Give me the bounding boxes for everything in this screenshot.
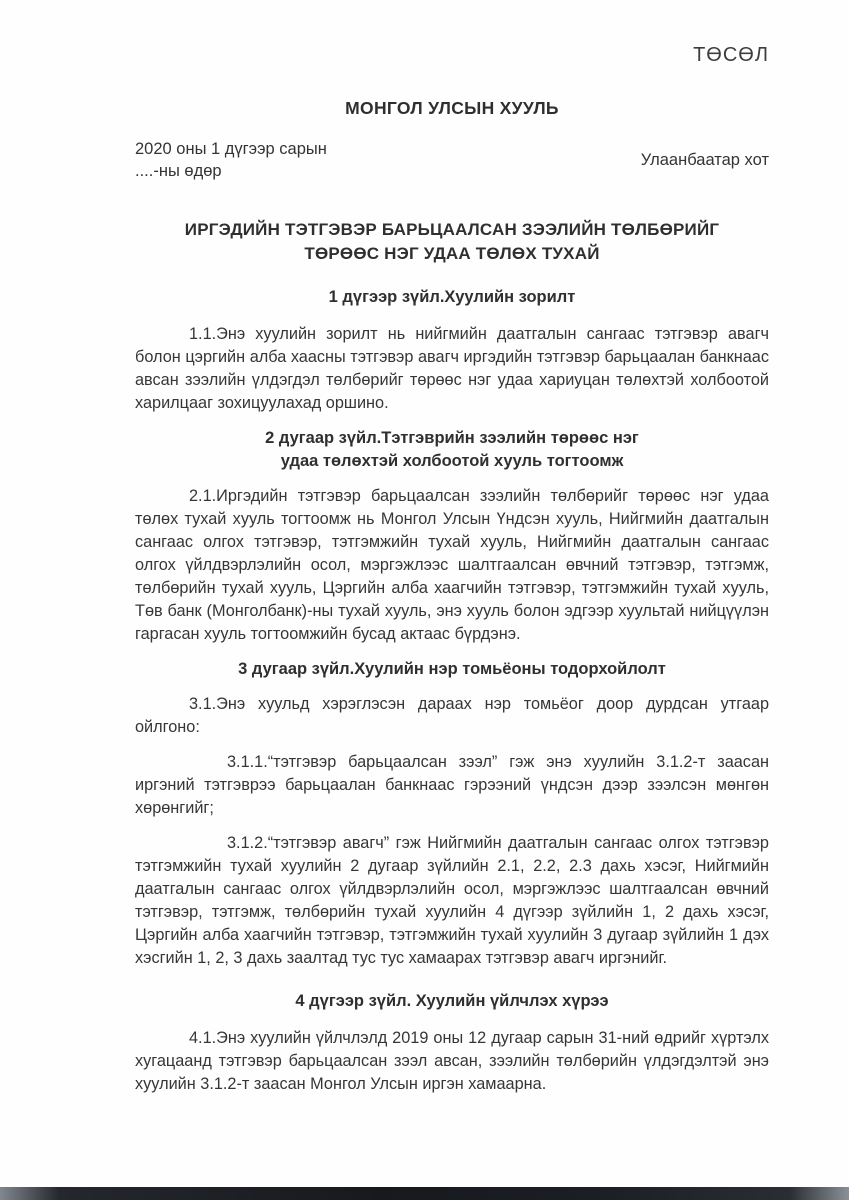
- law-title-line-2: ТӨРӨӨС НЭГ УДАА ТӨЛӨХ ТУХАЙ: [304, 244, 600, 263]
- city-label: Улаанбаатар хот: [640, 151, 769, 169]
- date-city-row: [135, 138, 769, 182]
- scan-edge-artifact: [0, 1187, 849, 1200]
- article-3-heading: [135, 658, 769, 681]
- article-4-heading-line-1: 4 дүгээр зүйл. Хуулийн үйлчлэх хүрээ: [295, 992, 609, 1010]
- article-1-heading: [135, 286, 769, 309]
- article-2-heading-line-2: удаа төлөхтэй холбоотой хууль тогтоомж: [280, 452, 624, 470]
- article-2-heading: [135, 427, 769, 473]
- date-line-1: 2020 оны 1 дүгээр сарын: [135, 140, 327, 158]
- law-title-line-1: ИРГЭДИЙН ТЭТГЭВЭР БАРЬЦААЛСАН ЗЭЭЛИЙН ТӨЛБӨРИЙГ: [184, 220, 720, 239]
- paragraph-3-1: 3.1.Энэ хуульд хэрэглэсэн дараах нэр томьёог доор дурдсан утгаар ойлгоно:: [135, 695, 769, 736]
- paragraph-3-1-1: 3.1.1.“тэтгэвэр барьцаалсан зээл” гэж энэ хуулийн 3.1.2-т заасан иргэний тэтгэврээ барьцаалан банкнаас гэрээний үндсэн дээр зээлсэн мөнгөн хөрөнгийг;: [135, 753, 769, 817]
- draft-label: ТӨСӨЛ: [693, 44, 769, 66]
- article-4-heading: [135, 990, 769, 1013]
- article-2-heading-line-1: 2 дугаар зүйл.Тэтгэврийн зээлийн төрөөс нэг: [265, 429, 639, 447]
- paragraph-4-1: 4.1.Энэ хуулийн үйлчлэлд 2019 оны 12 дугаар сарын 31-ний өдрийг хүртэлх хугацаанд тэтгэвэр барьцаалсан зээл авсан, зээлийн төлбөрийн үлдэгдэлтэй энэ хуулийн 3.1.2-т заасан Монгол Улсын иргэн хамаарна.: [135, 1029, 769, 1093]
- date-line-2: ....-ны өдөр: [135, 162, 222, 180]
- paragraph-1-1: 1.1.Энэ хуулийн зорилт нь нийгмийн даатгалын сангаас тэтгэвэр авагч болон цэргийн алба хаасны тэтгэвэр авагч иргэдийн тэтгэвэр барьцаалан банкнаас авсан зээлийн үлдэгдэл төлбөрийг төрөөс нэг удаа хариуцан төлөхтэй холбоотой харилцааг зохицуулахад оршино.: [135, 325, 769, 412]
- article-1-heading-line-1: 1 дүгээр зүйл.Хуулийн зорилт: [328, 288, 576, 306]
- document-type-heading: МОНГОЛ УЛСЫН ХУУЛЬ: [345, 98, 559, 118]
- date-block: [135, 138, 327, 182]
- paragraph-2-1: 2.1.Иргэдийн тэтгэвэр барьцаалсан зээлийн төлбөрийг төрөөс нэг удаа төлөх тухай хууль тогтоомж нь Монгол Улсын Үндсэн хууль, Нийгмийн даатгалын сангаас олгох тэтгэвэр, тэтгэмжийн тухай хууль, Нийгмийн даатгалын сангаас олгох үйлдвэрлэлийн осол, мэргэжлээс шалтгаалсан өвчний тэтгэвэр, тэтгэмж, төлбөрийн тухай хууль, Цэргийн алба хаагчийн тэтгэвэр, тэтгэмжийн тухай хууль, Төв банк (Монголбанк)-ны тухай хууль, энэ хууль болон эдгээр хуультай нийцүүлэн гаргасан хууль тогтоомжийн бусад актаас бүрдэнэ.: [135, 487, 769, 643]
- law-title: [135, 218, 769, 266]
- article-3-heading-line-1: 3 дугаар зүйл.Хуулийн нэр томьёоны тодорхойлолт: [238, 660, 666, 678]
- paragraph-3-1-2: 3.1.2.“тэтгэвэр авагч” гэж Нийгмийн даатгалын сангаас олгох тэтгэвэр тэтгэмжийн тухай хуулийн 2 дугаар зүйлийн 2.1, 2.2, 2.3 дахь хэсэг, Нийгмийн даатгалын сангаас олгох үйлдвэрлэлийн осол, мэргэжлээс шалтгаалсан өвчний тэтгэвэр, тэтгэмж, төлбөрийн тухай хуулийн 4 дүгээр зүйлийн 1, 2 дахь хэсэг, Цэргийн алба хаагчийн тэтгэвэр, тэтгэмжийн тухай хуулийн 3 дугаар зүйлийн 1 дэх хэсгийн 1, 2, 3 дахь заалтад тус тус хамаарах тэтгэвэр авагч иргэнийг.: [135, 834, 769, 967]
